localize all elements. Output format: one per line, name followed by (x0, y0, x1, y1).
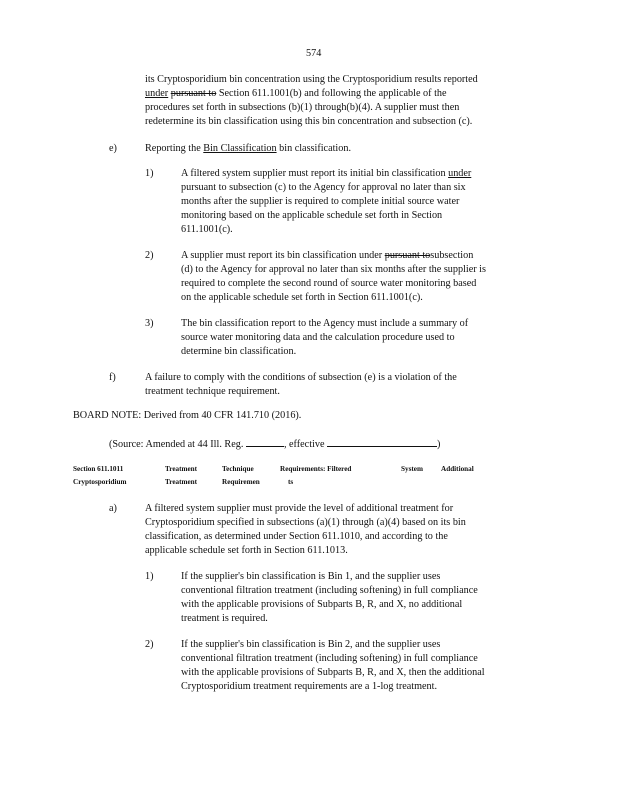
section-header-c3: Technique (222, 465, 254, 473)
e1-line-4: monitoring based on the applicable schedule set forth in Section (181, 210, 443, 221)
e-heading-post: bin classification. (279, 143, 352, 154)
a-line-3: classification, as determined under Section 611.1010, and according to the (145, 531, 448, 542)
e3-line-1: The bin classification report to the Agency must include a summary of (181, 318, 469, 329)
e1-line-2: pursuant to subsection (c) to the Agency for approval no later than six (181, 182, 466, 193)
intro-paragraph (145, 73, 478, 129)
subsection-f-marker: f) (109, 372, 116, 383)
register-blank (246, 436, 284, 447)
subsection-a-text (145, 502, 466, 558)
e-item-3-text (181, 317, 468, 359)
intro-line-1: its Cryptosporidium bin concentration using the Cryptosporidium results reported (145, 74, 478, 85)
a-item-2-text (181, 638, 485, 694)
intro-struck: pursuant to (170, 88, 217, 99)
subsection-a-marker: a) (109, 503, 117, 514)
e3-line-3: determine bin classification. (181, 346, 297, 357)
source-mid: , effective (283, 439, 325, 450)
e-item-3-number: 3) (145, 318, 154, 329)
a-item-1-number: 1) (145, 571, 154, 582)
intro-line-2-text: Section 611.1001(b) and following the applicable of the (218, 88, 447, 99)
source-pre: (Source: Amended at 44 Ill. Reg. (109, 439, 244, 450)
section-header-c2: Treatment (165, 465, 198, 473)
a-line-2: Cryptosporidium specified in subsections (a)(1) through (a)(4) based on its bin (145, 517, 466, 528)
page-number: 574 (306, 48, 322, 59)
section-header-c1: Section 611.1011 (73, 465, 124, 473)
e1-under: under (448, 168, 472, 179)
e2-line-1-text: A supplier must report its bin classification under (181, 250, 383, 261)
e2-struck: pursuant to (384, 250, 431, 261)
e2-line-1-tail: subsection (430, 250, 474, 261)
a1-line-1: If the supplier's bin classification is Bin 1, and the supplier uses (181, 571, 441, 582)
a-line-4: applicable schedule set forth in Section 611.1013. (145, 545, 348, 556)
section-header-c5: System (401, 465, 423, 473)
e-item-2-number: 2) (145, 250, 154, 261)
a2-line-3: with the applicable provisions of Subparts B, R, and X, then the additional (181, 667, 485, 678)
e2-line-2: (d) to the Agency for approval no later than six months after the supplier is (181, 264, 486, 275)
e-item-2-text (181, 249, 486, 305)
f-line-2: treatment technique requirement. (145, 386, 280, 397)
source-note (109, 436, 440, 452)
e2-line-4: on the applicable schedule set forth in Section 611.1001(c). (181, 292, 423, 303)
e-item-1-text (181, 167, 471, 237)
a-item-2-number: 2) (145, 639, 154, 650)
e-heading-underlined: Bin Classification (203, 143, 277, 154)
e1-line-3: months after the supplier is required to complete initial source water (181, 196, 460, 207)
section-header-r2c4: ts (288, 478, 294, 486)
a-item-1-text (181, 570, 478, 626)
a2-line-2: conventional filtration treatment (including softening) in full compliance (181, 653, 478, 664)
a-line-1: A filtered system supplier must provide the level of additional treatment for (145, 503, 454, 514)
e2-line-3: required to complete the second round of source water monitoring based (181, 278, 477, 289)
board-note: BOARD NOTE: Derived from 40 CFR 141.710 (2016). (73, 410, 302, 421)
a2-line-1: If the supplier's bin classification is Bin 2, and the supplier uses (181, 639, 441, 650)
e2-line-1 (181, 249, 486, 263)
a1-line-4: treatment is required. (181, 613, 268, 624)
f-line-1: A failure to comply with the conditions of subsection (e) is a violation of the (145, 372, 457, 383)
e-item-1-number: 1) (145, 168, 154, 179)
section-header-c4: Requirements: Filtered (280, 465, 352, 473)
section-header-r2c1: Cryptosporidium (73, 478, 127, 486)
subsection-f-text (145, 371, 457, 399)
section-header-r2c3: Requiremen (222, 478, 260, 486)
a2-line-4: Cryptosporidium treatment requirements are a 1-log treatment. (181, 681, 438, 692)
section-header-c6: Additional (441, 465, 474, 473)
subsection-e-marker: e) (109, 143, 117, 154)
section-header-r2c2: Treatment (165, 478, 198, 486)
source-post: ) (437, 439, 441, 450)
a1-line-3: with the applicable provisions of Subparts B, R, and X, no additional (181, 599, 463, 610)
subsection-e-heading (145, 142, 351, 156)
a1-line-2: conventional filtration treatment (including softening) in full compliance (181, 585, 478, 596)
e-heading-pre: Reporting the (145, 143, 201, 154)
e1-line-5: 611.1001(c). (181, 224, 233, 235)
effective-date-blank (327, 436, 437, 447)
intro-under: under (145, 88, 169, 99)
e1-line-1-text: A filtered system supplier must report its initial bin classification (181, 168, 446, 179)
intro-line-3: procedures set forth in subsections (b)(1) through(b)(4). A supplier must then (145, 102, 460, 113)
e1-line-1 (181, 167, 471, 181)
e3-line-2: source water monitoring data and the calculation procedure used to (181, 332, 455, 343)
intro-line-4: redetermine its bin classification using this bin concentration and subsection (c). (145, 116, 473, 127)
intro-line-2 (145, 87, 478, 101)
